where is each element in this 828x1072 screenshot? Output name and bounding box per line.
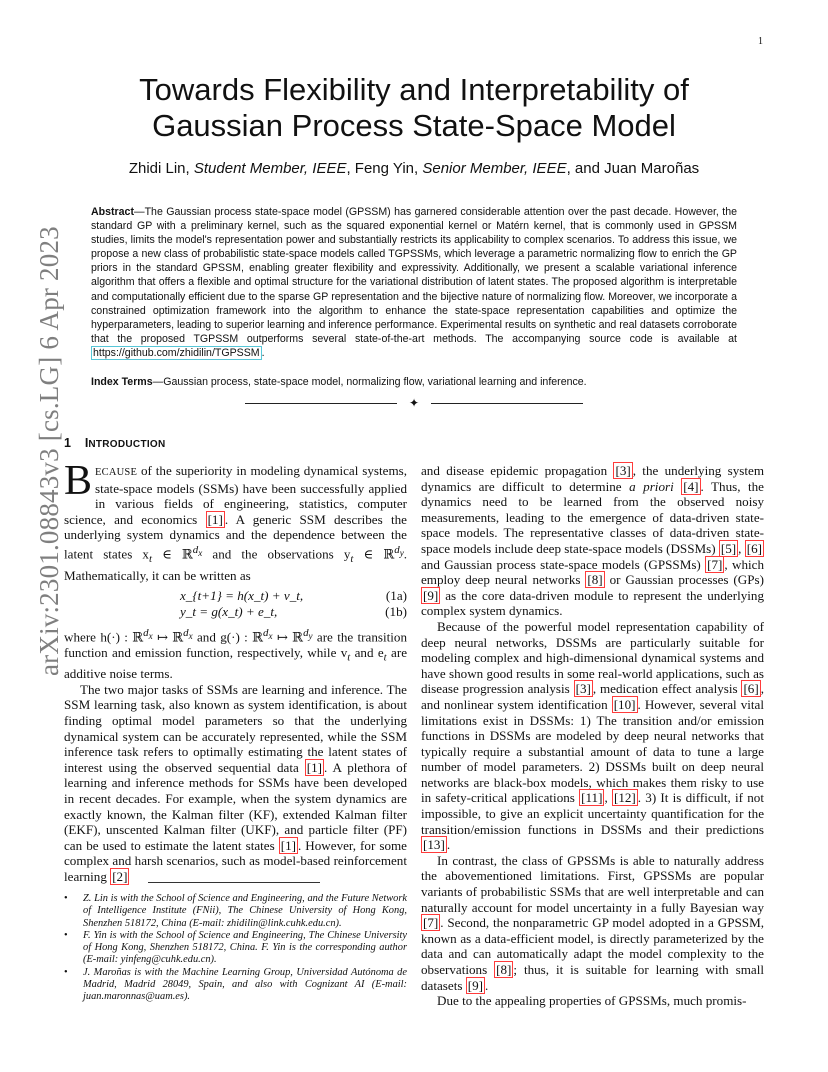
citation-link[interactable]: [1]	[306, 759, 323, 775]
paragraph	[421, 993, 764, 1009]
text-italic: a priori	[629, 478, 674, 494]
abstract-label: Abstract	[91, 206, 134, 218]
paragraph: BECAUSE of the superiority in modeling dynamical systems, state-space models (SSMs) have been successfully applied in various fields of engineering, statistics, computer science, and economics [1] . A generic SSM describes the underlying system dynamics and the dependence between the latent states $x_t$ ∈ ℝ$^{d_x}$ and the observations $y_t$ ∈ ℝ$^{d_y}$. Mathematically, it can be written as	[64, 458, 407, 583]
citation-link[interactable]: [2]	[112, 868, 128, 884]
equation-1b-body: y_t = g(x_t) + e_t,	[180, 604, 278, 619]
paragraph: where h(·) : ℝ$^{d_x}$ ↦ ℝ$^{d_x}$ and g(·) : ℝ$^{d_x}$ ↦ ℝ$^{d_y}$ are the transition function and emission function, respectively, while $v_t$ and $e_t$ are additive noise terms.	[64, 627, 408, 682]
index-terms-label: Index Terms	[91, 376, 153, 388]
page-number: 1	[758, 36, 763, 47]
text: and disease epidemic propagation	[421, 463, 614, 478]
index-terms	[91, 375, 737, 389]
footnote	[64, 930, 407, 967]
text: .	[485, 977, 489, 993]
text: . Second, the nonparametric GP model adopted in a GPSSM, known as a data-efficient model, is directly parameterized by the data and can automatically adapt the model complexity to the observations	[421, 915, 764, 977]
section-title-rest: NTRODUCTION	[88, 439, 166, 450]
divider-right	[431, 403, 583, 404]
footnote-text: J. Maroñas is with the Machine Learning Group, Universidad Autónoma de Madrid, Madrid 28049, Spain, and also with Cognizant AI (E-mail: juan.maronnas@uam.es).	[83, 966, 407, 1003]
footnote-rule	[148, 882, 320, 883]
author-list	[90, 160, 738, 177]
right-column	[421, 463, 764, 1009]
text: are additive noise terms.	[64, 644, 408, 682]
footnote	[64, 893, 407, 930]
citation-link[interactable]: [1]	[280, 837, 296, 853]
text: , the underlying system dynamics are difficult to determine	[421, 463, 764, 494]
text: .	[446, 837, 451, 853]
equation-1b	[64, 604, 407, 622]
text: , which employ deep neural networks	[421, 556, 764, 588]
divider-diamond-icon: ✦	[409, 396, 420, 410]
equation-1b-number: (1b)	[385, 604, 407, 619]
text: and the observations y	[202, 546, 351, 562]
footnote-text: F. Yin is with the School of Science and Engineering, The Chinese University of Hong Kong, Shenzhen 518172, China. F. Yin is the corresponding author (E-mail: yinfeng@cuhk.edu.cn).	[83, 929, 407, 966]
footnote-text: Z. Lin is with the School of Science and Engineering, and the Future Network of Intelligence Institute (FNii), The Chinese University of Hong Kong, Shenzhen 518172, China (E-mail: zhidilin@link.cuhk.edu.cn).	[83, 893, 407, 929]
bullet-icon: •	[64, 893, 68, 904]
text: of the superiority in modeling dynamical systems, state-space models (SSMs) have been successfully applied in various fields of engineering, statistics, computer science, and economics	[64, 463, 407, 527]
section-number: 1	[64, 436, 71, 450]
citation-link[interactable]: [1]	[207, 511, 223, 527]
text: where h(·) : ℝ	[64, 629, 144, 645]
author-2: , Feng Yin,	[346, 160, 423, 177]
left-column-intro	[64, 458, 407, 583]
citation-link[interactable]: [13]	[423, 837, 445, 853]
citation-link[interactable]: [6]	[743, 681, 759, 697]
citation-link[interactable]: [8]	[496, 962, 512, 977]
footnotes	[64, 893, 407, 1004]
citation-link[interactable]: [3]	[575, 681, 591, 697]
text: ; thus, it is suitable for learning with small datasets	[421, 962, 764, 993]
paragraph	[421, 853, 764, 993]
citation-link[interactable]: [6]	[746, 540, 762, 556]
section-heading	[64, 436, 166, 450]
citation-link[interactable]: [10]	[613, 696, 636, 712]
citation-link[interactable]: [7]	[707, 556, 723, 572]
text: and e	[350, 644, 384, 660]
citation-link[interactable]: [9]	[423, 587, 439, 603]
text: ∈ ℝ	[151, 546, 193, 562]
left-column-body	[64, 626, 407, 884]
bullet-icon: •	[64, 966, 68, 978]
citation-link[interactable]: [8]	[587, 572, 603, 588]
abstract	[91, 205, 737, 360]
index-terms-text: —Gaussian process, state-space model, normalizing flow, variational learning and inference.	[152, 376, 587, 388]
text: . Mathematically, it can be written as	[64, 546, 407, 583]
author-1: Zhidi Lin,	[128, 160, 194, 177]
citation-link[interactable]: [3]	[615, 463, 631, 478]
text: . However, for some complex and harsh scenarios, such as model-based reinforcement learning	[64, 837, 407, 884]
text: ↦ ℝ	[272, 629, 304, 645]
text: In contrast, the class of GPSSMs is able to naturally address the abovementioned limitations. First, GPSSMs are popular variants of probabilistic SSMs that are well interpretable and can naturally account for model uncertainty in a fully Bayesian way	[421, 852, 764, 915]
author-2-role: Senior Member, IEEE	[422, 160, 567, 177]
bullet-icon: •	[64, 929, 68, 941]
citation-link[interactable]: [4]	[683, 478, 699, 494]
section-title-initial: I	[84, 436, 89, 450]
footnote	[64, 967, 407, 1004]
text: Because of the powerful model representation capability of deep neural networks, DSSMs are particularly suitable for modeling complex and high-dimensional dynamical systems and have shown good results in some real-world applications, such as disease progression analysis	[421, 618, 764, 697]
divider-left	[245, 403, 397, 404]
paper-title	[90, 72, 738, 144]
text: or Gaussian processes (GPs)	[604, 572, 764, 588]
text: ∈ ℝ	[353, 546, 395, 562]
drop-cap: B	[64, 458, 93, 504]
text: The two major tasks of SSMs are learning and inference. The SSM learning task, also known as system identification, is about finding optimal model parameters so that the underlying dynamical system can be accurately represented, while the SSM inference task refers to optimally estimating the latent states of interest using the observed sequential data	[64, 681, 407, 775]
abstract-text: —The Gaussian process state-space model (GPSSM) has garnered considerable attention over the past decade. However, the standard GP with a preliminary kernel, such as the squared exponential kernel or Matérn kernel, that is commonly used in GPSSM studies, limits the model's representation power and substantially restricts its applicability to complex scenarios. To address this issue, we propose a new class of probabilistic state-space models called TGPSSMs, which leverage a parametric normalizing flow to enrich the GP priors in the standard GPSSM, enabling greater flexibility and expressivity. Additionally, we present a scalable variational inference algorithm that offers a flexible and optimal structure for the variational distribution of latent states. The proposed algorithm is interpretable and computationally efficient due to the sparse GP representation and the bijective nature of normalizing flow. Moreover, we incorporate a constrained optimization framework into the algorithm to enhance the state-space representation capabilities and optimize the hyperparameters, leading to superior learning and inference performance. Experimental results on synthetic and real datasets corroborate that the proposed TGPSSM outperforms several state-of-the-art methods. The accompanying source code is available at	[91, 206, 737, 345]
drop-cap-rest: ECAUSE	[95, 467, 138, 478]
source-code-link[interactable]: https://github.com/zhidilin/TGPSSM	[93, 346, 260, 359]
paragraph	[421, 619, 764, 853]
text: Due to the appealing properties of GPSSMs, much promis-	[437, 993, 747, 1009]
citation-link[interactable]: [5]	[720, 540, 737, 556]
text: . However, several vital limitations exist in DSSMs: 1) The transition and/or emission functions in DSSMs are modeled by deep neural networks that typically require a substantial amount of data to tune a large number of model parameters. 2) DSSMs built on deep neural networks are black-box models, which makes them risky to use in safety-critical applications	[421, 696, 764, 806]
title-line-1: Towards Flexibility and Interpretability of	[139, 72, 689, 107]
text: . A plethora of learning and inference methods for SSMs have been developed in recent decades. For example, when the system dynamics are exactly known, the Kalman filter (KF), extended Kalman filter (EKF), unscented Kalman filter (UKF), and particle filter (PF) can be used to estimate the latent states	[64, 759, 407, 853]
citation-link[interactable]: [11]	[581, 790, 603, 806]
text: ,	[738, 540, 745, 556]
text: are the transition function and emission function, respectively, while v	[64, 629, 407, 660]
text: ↦ ℝ	[152, 629, 184, 645]
author-1-role: Student Member, IEEE	[193, 160, 347, 177]
equation-1a-number: (1a)	[385, 588, 407, 603]
text: as the core data-driven module to represent the underlying complex system dynamics.	[421, 587, 764, 619]
abstract-end: .	[261, 346, 265, 359]
text: ,	[604, 790, 612, 806]
text: . Thus, the dynamics need to be learned from the observed noisy measurements, leading to the emergence of data-driven state-space models. The representative classes of data-driven state-space models include deep state-space models (DSSMs)	[421, 478, 764, 556]
text: , and nonlinear system identification	[421, 681, 764, 712]
arxiv-stamp-text: arXiv:2301.08843v3 [cs.LG] 6 Apr 2023	[34, 226, 64, 676]
equation-1a-body: x_{t+1} = h(x_t) + v_t,	[180, 588, 304, 603]
author-3: , and Juan Maroñas	[566, 160, 700, 177]
citation-link[interactable]: [9]	[467, 977, 484, 993]
title-line-2: Gaussian Process State-Space Model	[152, 108, 676, 143]
citation-link[interactable]: [7]	[423, 915, 439, 931]
paragraph	[64, 682, 407, 885]
text: . A generic SSM describes the underlying system dynamics and the dependence between the latent states x	[64, 511, 407, 562]
text: and Gaussian process state-space models (GPSSMs)	[421, 556, 706, 572]
text: , medication effect analysis	[592, 681, 742, 697]
citation-link[interactable]: [12]	[613, 790, 636, 806]
text: . 3) It is difficult, if not impossible, to give an explicit uncertainty quantification for the transition/emission functions in DSSMs and their predictions	[421, 790, 764, 837]
text: and g(·) : ℝ	[192, 629, 264, 645]
paragraph	[421, 463, 764, 619]
